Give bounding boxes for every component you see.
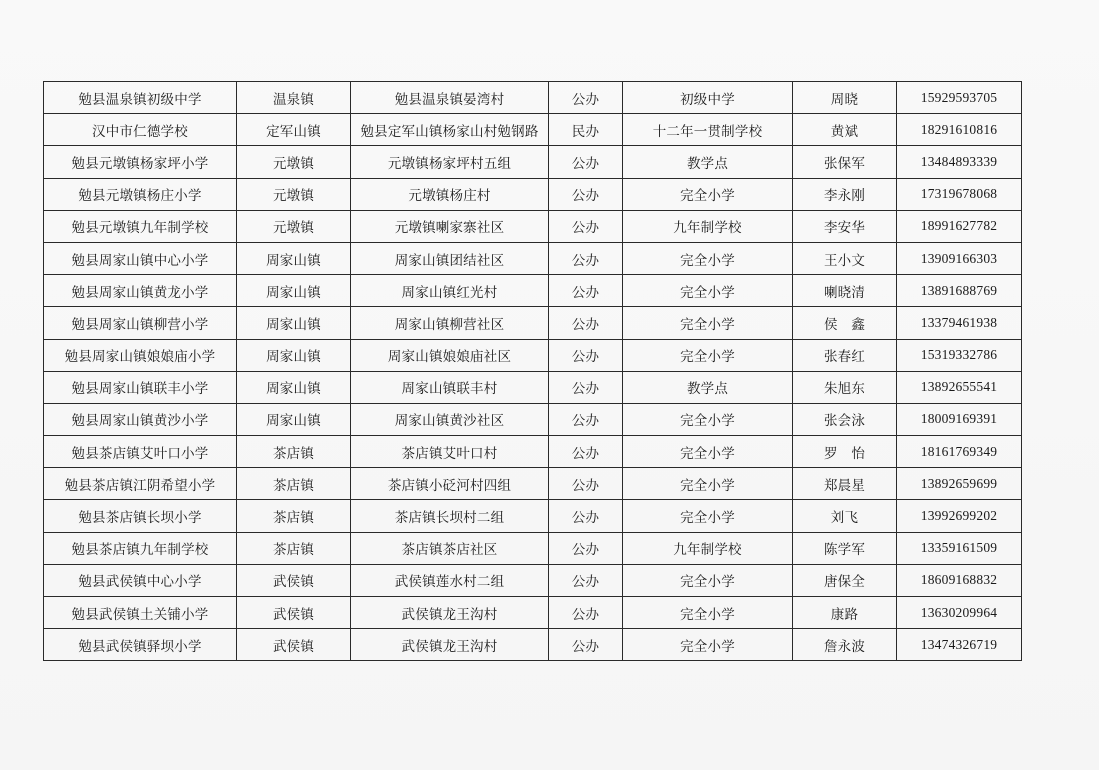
- school-type-cell: 初级中学: [623, 82, 793, 114]
- school-type-cell: 完全小学: [623, 403, 793, 435]
- table-row: [44, 597, 1022, 629]
- school-nature-cell: 公办: [549, 371, 623, 403]
- principal-cell: 陈学军: [793, 532, 897, 564]
- school-nature-cell: 公办: [549, 242, 623, 274]
- address-cell: 武侯镇龙王沟村: [351, 597, 549, 629]
- principal-cell: 张春红: [793, 339, 897, 371]
- address-cell: 元墩镇喇家寨社区: [351, 210, 549, 242]
- school-type-cell: 完全小学: [623, 564, 793, 596]
- school-type-cell: 完全小学: [623, 500, 793, 532]
- principal-cell: 李安华: [793, 210, 897, 242]
- phone-cell: 13909166303: [897, 242, 1022, 274]
- address-cell: 勉县定军山镇杨家山村勉钢路: [351, 114, 549, 146]
- phone-cell: 13474326719: [897, 629, 1022, 661]
- town-cell: 温泉镇: [237, 82, 351, 114]
- school-nature-cell: 公办: [549, 629, 623, 661]
- school-type-cell: 完全小学: [623, 275, 793, 307]
- town-cell: 武侯镇: [237, 629, 351, 661]
- school-name-cell: 勉县周家山镇联丰小学: [44, 371, 237, 403]
- school-type-cell: 完全小学: [623, 629, 793, 661]
- address-cell: 周家山镇团结社区: [351, 242, 549, 274]
- school-name-cell: 勉县周家山镇黄沙小学: [44, 403, 237, 435]
- school-nature-cell: 公办: [549, 178, 623, 210]
- address-cell: 周家山镇联丰村: [351, 371, 549, 403]
- principal-cell: 黄斌: [793, 114, 897, 146]
- town-cell: 茶店镇: [237, 468, 351, 500]
- school-type-cell: 教学点: [623, 146, 793, 178]
- school-nature-cell: 公办: [549, 564, 623, 596]
- principal-cell: 刘飞: [793, 500, 897, 532]
- principal-cell: 侯 鑫: [793, 307, 897, 339]
- principal-cell: 周晓: [793, 82, 897, 114]
- principal-cell: 张会泳: [793, 403, 897, 435]
- table-row: [44, 371, 1022, 403]
- school-name-cell: 勉县武侯镇中心小学: [44, 564, 237, 596]
- table-row: [44, 146, 1022, 178]
- school-type-cell: 完全小学: [623, 597, 793, 629]
- town-cell: 武侯镇: [237, 597, 351, 629]
- school-name-cell: 勉县武侯镇土关铺小学: [44, 597, 237, 629]
- address-cell: 周家山镇娘娘庙社区: [351, 339, 549, 371]
- school-nature-cell: 公办: [549, 146, 623, 178]
- principal-cell: 张保军: [793, 146, 897, 178]
- table-row: [44, 210, 1022, 242]
- table-row: [44, 436, 1022, 468]
- address-cell: 元墩镇杨家坪村五组: [351, 146, 549, 178]
- phone-cell: 13630209964: [897, 597, 1022, 629]
- principal-cell: 李永刚: [793, 178, 897, 210]
- school-name-cell: 勉县温泉镇初级中学: [44, 82, 237, 114]
- table-row: [44, 339, 1022, 371]
- school-nature-cell: 公办: [549, 597, 623, 629]
- table-row: [44, 468, 1022, 500]
- school-name-cell: 汉中市仁德学校: [44, 114, 237, 146]
- address-cell: 茶店镇长坝村二组: [351, 500, 549, 532]
- town-cell: 元墩镇: [237, 146, 351, 178]
- school-type-cell: 九年制学校: [623, 532, 793, 564]
- phone-cell: 18291610816: [897, 114, 1022, 146]
- principal-cell: 罗 怡: [793, 436, 897, 468]
- school-nature-cell: 公办: [549, 532, 623, 564]
- school-type-cell: 教学点: [623, 371, 793, 403]
- town-cell: 武侯镇: [237, 564, 351, 596]
- phone-cell: 18991627782: [897, 210, 1022, 242]
- town-cell: 周家山镇: [237, 339, 351, 371]
- phone-cell: 13892655541: [897, 371, 1022, 403]
- town-cell: 元墩镇: [237, 178, 351, 210]
- table-row: [44, 532, 1022, 564]
- school-nature-cell: 公办: [549, 307, 623, 339]
- table-row: [44, 275, 1022, 307]
- school-name-cell: 勉县周家山镇黄龙小学: [44, 275, 237, 307]
- school-type-cell: 完全小学: [623, 178, 793, 210]
- school-name-cell: 勉县武侯镇驿坝小学: [44, 629, 237, 661]
- phone-cell: 15929593705: [897, 82, 1022, 114]
- school-name-cell: 勉县元墩镇杨庄小学: [44, 178, 237, 210]
- address-cell: 武侯镇莲水村二组: [351, 564, 549, 596]
- address-cell: 周家山镇黄沙社区: [351, 403, 549, 435]
- principal-cell: 朱旭东: [793, 371, 897, 403]
- principal-cell: 詹永波: [793, 629, 897, 661]
- school-nature-cell: 公办: [549, 500, 623, 532]
- school-type-cell: 完全小学: [623, 242, 793, 274]
- address-cell: 周家山镇柳营社区: [351, 307, 549, 339]
- address-cell: 茶店镇艾叶口村: [351, 436, 549, 468]
- school-name-cell: 勉县茶店镇九年制学校: [44, 532, 237, 564]
- school-type-cell: 完全小学: [623, 436, 793, 468]
- school-type-cell: 九年制学校: [623, 210, 793, 242]
- town-cell: 周家山镇: [237, 275, 351, 307]
- table-body: [44, 82, 1022, 661]
- address-cell: 勉县温泉镇晏湾村: [351, 82, 549, 114]
- town-cell: 周家山镇: [237, 371, 351, 403]
- phone-cell: 13359161509: [897, 532, 1022, 564]
- school-name-cell: 勉县元墩镇杨家坪小学: [44, 146, 237, 178]
- town-cell: 周家山镇: [237, 307, 351, 339]
- town-cell: 定军山镇: [237, 114, 351, 146]
- table-row: [44, 114, 1022, 146]
- school-nature-cell: 公办: [549, 436, 623, 468]
- school-nature-cell: 公办: [549, 82, 623, 114]
- phone-cell: 15319332786: [897, 339, 1022, 371]
- principal-cell: 喇晓清: [793, 275, 897, 307]
- school-nature-cell: 公办: [549, 210, 623, 242]
- phone-cell: 13892659699: [897, 468, 1022, 500]
- school-type-cell: 完全小学: [623, 339, 793, 371]
- principal-cell: 王小文: [793, 242, 897, 274]
- town-cell: 茶店镇: [237, 532, 351, 564]
- town-cell: 周家山镇: [237, 403, 351, 435]
- table-row: [44, 178, 1022, 210]
- phone-cell: 13379461938: [897, 307, 1022, 339]
- table-row: [44, 564, 1022, 596]
- school-name-cell: 勉县元墩镇九年制学校: [44, 210, 237, 242]
- school-name-cell: 勉县周家山镇中心小学: [44, 242, 237, 274]
- table-row: [44, 500, 1022, 532]
- principal-cell: 康路: [793, 597, 897, 629]
- table-row: [44, 307, 1022, 339]
- school-name-cell: 勉县周家山镇柳营小学: [44, 307, 237, 339]
- table-row: [44, 629, 1022, 661]
- school-nature-cell: 公办: [549, 403, 623, 435]
- school-nature-cell: 公办: [549, 275, 623, 307]
- address-cell: 元墩镇杨庄村: [351, 178, 549, 210]
- town-cell: 茶店镇: [237, 500, 351, 532]
- town-cell: 周家山镇: [237, 242, 351, 274]
- school-nature-cell: 公办: [549, 339, 623, 371]
- school-nature-cell: 公办: [549, 468, 623, 500]
- phone-cell: 13484893339: [897, 146, 1022, 178]
- address-cell: 茶店镇茶店社区: [351, 532, 549, 564]
- school-roster-table: [43, 81, 1022, 661]
- town-cell: 元墩镇: [237, 210, 351, 242]
- phone-cell: 13992699202: [897, 500, 1022, 532]
- table-row: [44, 403, 1022, 435]
- phone-cell: 13891688769: [897, 275, 1022, 307]
- table-row: [44, 82, 1022, 114]
- school-type-cell: 完全小学: [623, 307, 793, 339]
- phone-cell: 17319678068: [897, 178, 1022, 210]
- phone-cell: 18161769349: [897, 436, 1022, 468]
- school-name-cell: 勉县周家山镇娘娘庙小学: [44, 339, 237, 371]
- school-type-cell: 完全小学: [623, 468, 793, 500]
- principal-cell: 唐保全: [793, 564, 897, 596]
- address-cell: 武侯镇龙王沟村: [351, 629, 549, 661]
- address-cell: 茶店镇小砭河村四组: [351, 468, 549, 500]
- principal-cell: 郑晨星: [793, 468, 897, 500]
- table-row: [44, 242, 1022, 274]
- phone-cell: 18009169391: [897, 403, 1022, 435]
- school-name-cell: 勉县茶店镇长坝小学: [44, 500, 237, 532]
- school-name-cell: 勉县茶店镇江阴希望小学: [44, 468, 237, 500]
- address-cell: 周家山镇红光村: [351, 275, 549, 307]
- school-type-cell: 十二年一贯制学校: [623, 114, 793, 146]
- school-name-cell: 勉县茶店镇艾叶口小学: [44, 436, 237, 468]
- school-nature-cell: 民办: [549, 114, 623, 146]
- phone-cell: 18609168832: [897, 564, 1022, 596]
- town-cell: 茶店镇: [237, 436, 351, 468]
